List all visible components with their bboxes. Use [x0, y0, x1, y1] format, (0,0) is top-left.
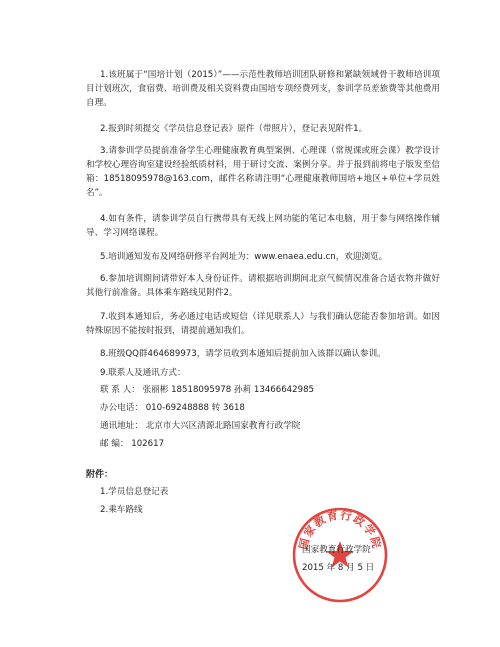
postal-code: 邮 编： 102617	[100, 439, 165, 449]
item-9: 9.联系人及通讯方式：	[100, 368, 186, 378]
attachment-2: 2.乘车路线	[100, 505, 143, 515]
signature-date: 2015 年 8 月 5 日	[302, 563, 375, 573]
item-5: 5.培训通知发布及网络研修平台网址为：www.enaea.edu.cn，欢迎浏览。	[100, 252, 388, 262]
seal-text: 国家教育行政学院	[296, 508, 384, 551]
item-4: 4.如有条件，请参训学员自行携带具有无线上网功能的笔记本电脑，用于参与网络操作辅导、学习网络课程。	[86, 214, 440, 238]
item-7: 7.收到本通知后，务必通过电话或短信（详见联系人）与我们确认您能否参加培训。如因特殊原因不能按时报到，请提前通知我们。	[86, 312, 440, 336]
signature-organization: 国家教育行政学院	[302, 545, 371, 555]
contact-persons: 联 系 人： 张丽彬 18518095978 孙莉 13466642985	[100, 385, 315, 395]
official-seal-icon	[290, 505, 390, 605]
item-6: 6.参加培训期间请带好本人身份证件。请根据培训期间北京气候情况准备合适衣物并做好其他行前准备。具体乘车路线见附件2。	[86, 274, 440, 298]
item-1: 1.该班属于“国培计划（2015）”——示范性教师培训团队研修和紧缺领域骨干教师培训项目计划班次，食宿费、培训费及相关资料费由国培专项经费列支，参训学员差旅费等其他费用自理。	[86, 70, 440, 108]
item-2: 2.报到时须提交《学员信息登记表》原件（带照片），登记表见附件1。	[100, 124, 368, 134]
attachments-title: 附件：	[86, 470, 114, 480]
item-8: 8.班级QQ群464689973，请学员收到本通知后提前加入该群以确认参训。	[100, 349, 386, 359]
attachment-1: 1.学员信息登记表	[100, 487, 169, 497]
item-3: 3.请参训学员提前准备学生心理健康教育典型案例、心理课（常规课或班会课）教学设计和学校心理咨询室建设经验纸质材料，用于研讨交流、案例分享。并于报到前将电子版发至信箱：18518095978@163.com，邮件名称请注明“心理健康教师国培+地区+单位+学员姓名”。	[86, 146, 440, 198]
office-phone: 办公电话： 010-69248888 转 3618	[100, 403, 245, 413]
mailing-address: 通讯地址： 北京市大兴区清源北路国家教育行政学院	[100, 421, 301, 431]
